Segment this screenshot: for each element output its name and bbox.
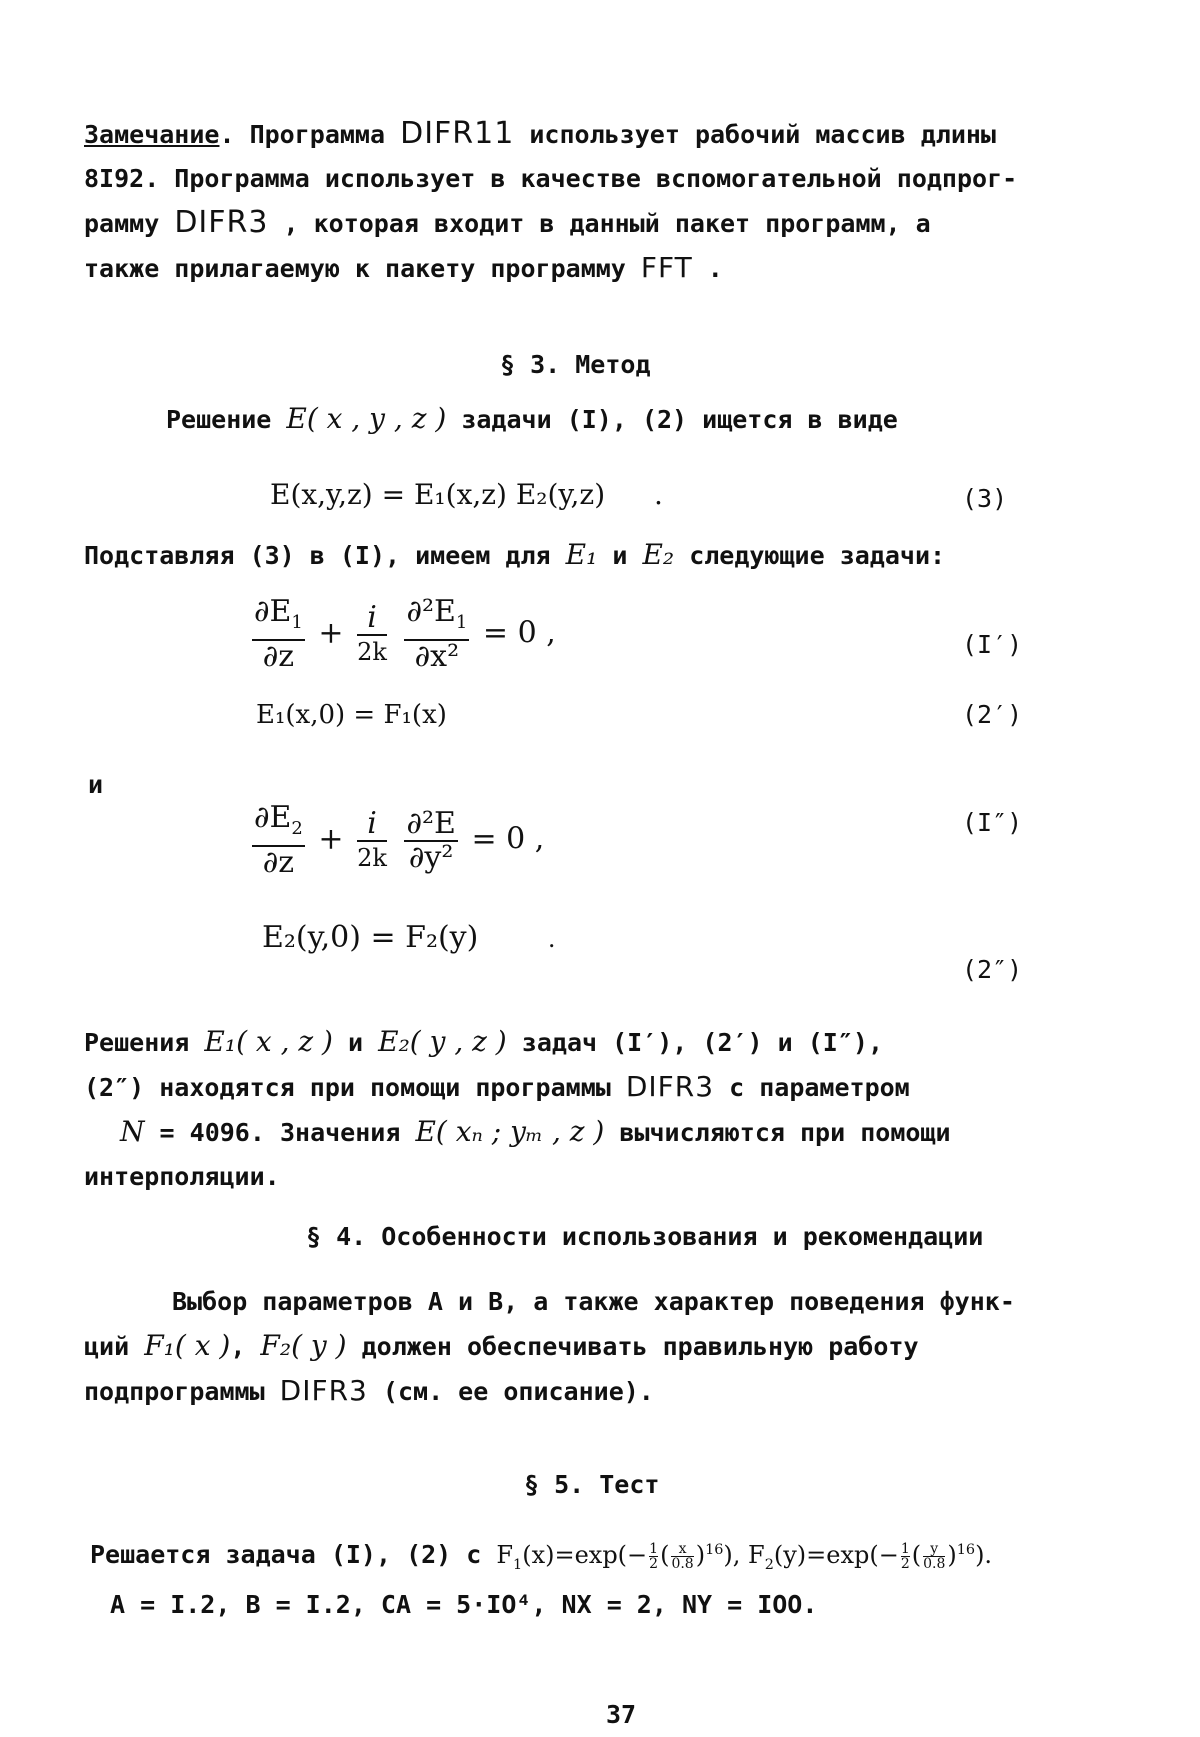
equation-number: (I′) — [962, 630, 1023, 659]
equation-number: (3) — [962, 484, 1008, 513]
equation-2-double-prime: E₂(y,0) = F₂(y) . — [262, 920, 556, 955]
program-name: FFT — [640, 251, 693, 284]
equation-number: (2″) — [962, 955, 1023, 984]
substitution-line: Подставляя (3) в (I), имеем для E₁ и E₂ следующие задачи: — [84, 538, 946, 571]
equation-number: (2′) — [962, 700, 1023, 729]
test-problem-line: Решается задача (I), (2) с $F_1(x)=\exp(-$ $\frac{1}{2}$( $\frac{x}{0.8})^{16}$), $F_2(y)=\exp(-$ $\frac{1}{2}$( $\frac{y}{0.8})^{16}$). — [90, 1540, 993, 1573]
conjunction-and: и — [88, 770, 104, 799]
remark-line-1: Замечание. Программа DIFR11 использует рабочий массив длины — [84, 116, 996, 151]
function-e: E( x , y , z ) — [286, 402, 447, 435]
section-3-title: § 3. Метод — [500, 350, 651, 379]
page-number: 37 — [606, 1700, 637, 1729]
remark-line-4: также прилагаемую к пакету программу FFT . — [84, 251, 723, 284]
equation-1-prime: $\frac{\partial E_1}{\partial z}$ + $\frac{i}{2k}$ $\frac{\partial^2E_1}{\text{∂x²}}$ = 0 , — [254, 594, 556, 674]
section-4-title: § 4. Особенности использования и рекомендации — [306, 1222, 984, 1251]
section-4-paragraph: Выбор параметров А и В, а также характер поведения функ- ций F₁( x ), F₂( y ) должен обеспечивать правильную работу подпрограммы DIFR3 (см. ее описание). — [84, 1287, 1015, 1407]
test-parameters: A = I.2, B = I.2, CA = 5·IO⁴, NX = 2, NY = IOO. — [110, 1590, 818, 1619]
solutions-paragraph: Решения E₁( x , z ) и E₂( y , z ) задач (I′), (2′) и (I″), (2″) находятся при помощи программы DIFR3 с параметром N = 4096. Значения E( xₙ ; yₘ , z ) вычисляются при помощи интерполяции. — [84, 1025, 951, 1191]
program-name: DIFR3 — [174, 205, 269, 240]
test-formula: $F_1(x)=\exp(-$ $\frac{1}{2}$( $\frac{x}{0.8})^{16}$), $F_2(y)=\exp(-$ $\frac{1}{2}$( $\frac{y}{0.8})^{16}$). — [496, 1541, 993, 1573]
equation-1-double-prime: $\frac{\partial E_2}{\partial z}$ + $\frac{i}{2k}$ $\frac{\text{∂²E}}{\text{∂y²}}$ = 0 , — [254, 800, 545, 880]
equation-number: (I″) — [962, 808, 1023, 837]
program-name: DIFR11 — [400, 116, 515, 151]
program-name: DIFR3 — [625, 1070, 715, 1103]
equation-2-prime: E₁(x,0) = F₁(x) — [256, 700, 447, 730]
remark-line-3: рамму DIFR3 , которая входит в данный пакет программ, а — [84, 205, 931, 240]
remark-paragraph — [84, 112, 1124, 291]
section-3-intro: Решение E( x , y , z ) задачи (I), (2) ищется в виде — [166, 402, 898, 435]
remark-word: Замечание — [84, 120, 220, 149]
section-5-title: § 5. Тест — [524, 1470, 660, 1499]
equation-3: E(x,y,z) = E₁(x,z) E₂(y,z) . — [270, 478, 663, 511]
remark-line-2: 8I92. Программа использует в качестве вспомогательной подпрог- — [84, 164, 1018, 193]
program-name: DIFR3 — [279, 1374, 368, 1407]
